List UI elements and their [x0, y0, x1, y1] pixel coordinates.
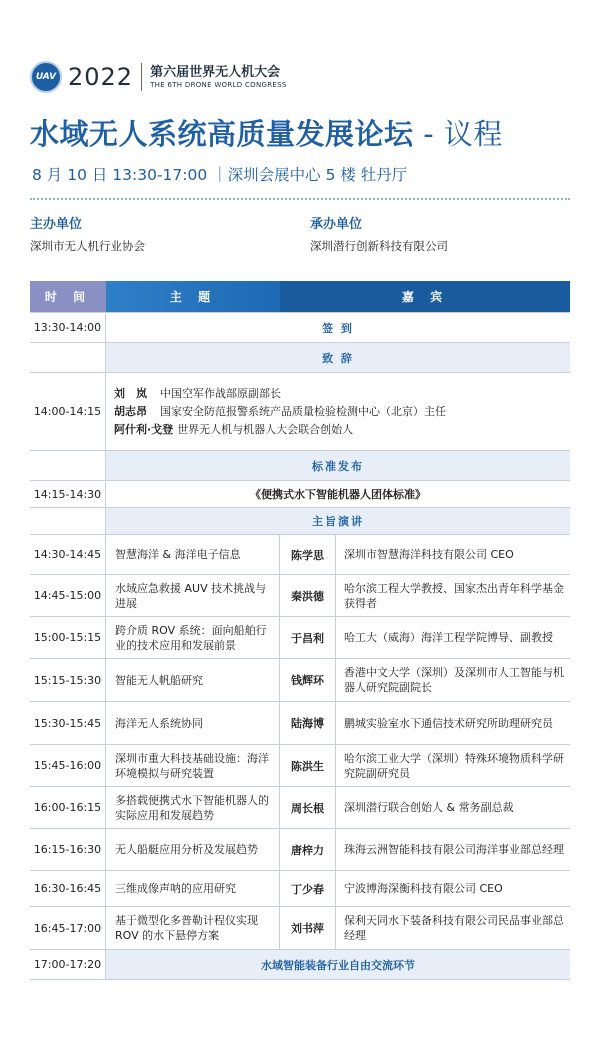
table-row: [30, 871, 570, 907]
agenda-table: [30, 281, 570, 980]
speech-guests: [106, 373, 570, 450]
keynote-label-row: [30, 508, 570, 535]
speech-label-row: [30, 343, 570, 373]
row-time: 15:30-15:45: [30, 702, 106, 744]
row-speaker: 陈学思: [280, 535, 336, 574]
row-affiliation: 宁波博海深衡科技有限公司 CEO: [344, 882, 503, 895]
logo-divider: [141, 63, 142, 91]
row-affiliation: 哈尔滨工程大学教授、国家杰出青年科学基金获得者: [344, 581, 564, 610]
row-speaker: 于昌利: [280, 617, 336, 658]
row-speaker: 陆海博: [280, 702, 336, 744]
table-header: [30, 281, 570, 313]
logo-text: [150, 65, 287, 90]
header-time: 时 间: [30, 281, 106, 312]
row-topic: 水域应急救援 AUV 技术挑战与进展: [106, 575, 280, 616]
row-time: 14:00-14:15: [30, 373, 106, 450]
row-time: 14:45-15:00: [30, 575, 106, 616]
row-time: 16:30-16:45: [30, 871, 106, 906]
table-row: [30, 535, 570, 575]
row-topic: 跨介质 ROV 系统：面向船舶行业的技术应用和发展前景: [106, 617, 280, 658]
row-affiliation: 哈尔滨工业大学（深圳）特殊环境物质科学研究院副研究员: [344, 751, 564, 780]
title-suffix: - 议程: [413, 117, 503, 151]
closing-label: 水域智能装备行业自由交流环节: [106, 950, 570, 979]
event-name-en: THE 6TH DRONE WORLD CONGRESS: [150, 80, 287, 89]
row-time: 16:15-16:30: [30, 829, 106, 870]
speech-guest: [114, 421, 353, 439]
checkin-row: [30, 313, 570, 343]
table-row: [30, 617, 570, 659]
dotted-divider: [30, 198, 570, 200]
row-topic: 海洋无人系统协同: [106, 702, 280, 744]
standard-item: 《便携式水下智能机器人团体标准》: [250, 488, 426, 501]
row-time: 15:45-16:00: [30, 745, 106, 786]
row-topic: 智能无人帆船研究: [106, 659, 280, 701]
row-affiliation: 香港中文大学（深圳）及深圳市人工智能与机器人研究院副院长: [344, 666, 564, 694]
table-row: [30, 745, 570, 787]
organizer-label: 承办单位: [310, 217, 363, 232]
guest-name: 刘 岚: [114, 386, 147, 400]
row-topic: 基于微型化多普勒计程仪实现 ROV 的水下悬停方案: [106, 907, 280, 949]
speech-guest: [114, 385, 281, 403]
row-time: 14:30-14:45: [30, 535, 106, 574]
speech-row: [30, 373, 570, 451]
title-main: 水域无人系统高质量发展论坛: [30, 117, 414, 151]
row-topic: 无人船艇应用分析及发展趋势: [106, 829, 280, 870]
table-row: [30, 659, 570, 702]
standard-label-row: [30, 451, 570, 481]
closing-row: [30, 950, 570, 980]
table-row: [30, 829, 570, 871]
row-time: 15:00-15:15: [30, 617, 106, 658]
row-speaker: 唐梓力: [280, 829, 336, 870]
keynote-label: 主旨演讲: [106, 508, 570, 534]
row-time: 15:15-15:30: [30, 659, 106, 701]
host-label: 主办单位: [30, 217, 83, 232]
congress-logo-icon: UAV: [30, 61, 62, 93]
table-row: [30, 575, 570, 617]
row-affiliation: 保利天同水下装备科技有限公司民品事业部总经理: [344, 914, 564, 942]
table-row: [30, 787, 570, 829]
guest-name: 胡志昂: [114, 404, 147, 418]
header-guest: 嘉 宾: [280, 281, 570, 312]
guest-title: 世界无人机与机器人大会联合创始人: [177, 422, 354, 436]
guest-title: 中国空军作战部原副部长: [160, 386, 281, 400]
row-time: 13:30-14:00: [30, 313, 106, 342]
speech-label: 致 辞: [106, 343, 570, 372]
row-affiliation: 哈工大（威海）海洋工程学院博导、副教授: [344, 631, 553, 644]
event-logo: [30, 60, 287, 94]
row-time: 14:15-14:30: [30, 481, 106, 507]
guest-name: 阿什利·戈登: [114, 422, 174, 436]
row-topic: 多搭载便携式水下智能机器人的实际应用和发展趋势: [106, 787, 280, 828]
row-topic: 智慧海洋 & 海洋电子信息: [106, 535, 280, 574]
date-location: 8 月 10 日 13:30-17:00 ｜深圳会展中心 5 楼 牡丹厅: [32, 166, 408, 184]
row-topic: 深圳市重大科技基础设施：海洋环境模拟与研究装置: [106, 745, 280, 786]
event-name-cn: 第六届世界无人机大会: [150, 64, 281, 80]
organizer-value: 深圳潜行创新科技有限公司: [310, 239, 448, 253]
page-title: [30, 112, 503, 153]
row-speaker: 丁少春: [280, 871, 336, 906]
header-topic: 主 题: [106, 281, 280, 312]
checkin-label: 签 到: [322, 321, 354, 335]
row-speaker: 秦洪德: [280, 575, 336, 616]
host-block: [30, 213, 145, 254]
keynote-list: [30, 535, 570, 950]
standard-label: 标准发布: [106, 451, 570, 480]
logo-year: 2022: [68, 63, 134, 91]
table-row: [30, 907, 570, 950]
table-row: [30, 702, 570, 745]
row-time: [30, 451, 106, 480]
row-time: 16:45-17:00: [30, 907, 106, 949]
row-time: [30, 343, 106, 372]
row-time: [30, 508, 106, 534]
organizer-block: [310, 213, 448, 254]
row-affiliation: 深圳潜行联合创始人 & 常务副总裁: [344, 801, 514, 814]
row-affiliation: 鹏城实验室水下通信技术研究所助理研究员: [344, 716, 553, 730]
guest-title: 国家安全防范报警系统产品质量检验检测中心（北京）主任: [160, 404, 446, 418]
row-time: 17:00-17:20: [30, 950, 106, 979]
row-affiliation: 深圳市智慧海洋科技有限公司 CEO: [344, 548, 514, 561]
row-speaker: 刘书萍: [280, 907, 336, 949]
host-value: 深圳市无人机行业协会: [30, 239, 145, 253]
standard-row: [30, 481, 570, 508]
row-topic: 三维成像声呐的应用研究: [106, 871, 280, 906]
row-time: 16:00-16:15: [30, 787, 106, 828]
row-speaker: 陈洪生: [280, 745, 336, 786]
speech-guest: [114, 403, 446, 421]
row-speaker: 周长根: [280, 787, 336, 828]
row-affiliation: 珠海云洲智能科技有限公司海洋事业部总经理: [344, 843, 564, 856]
row-speaker: 钱辉环: [280, 659, 336, 701]
